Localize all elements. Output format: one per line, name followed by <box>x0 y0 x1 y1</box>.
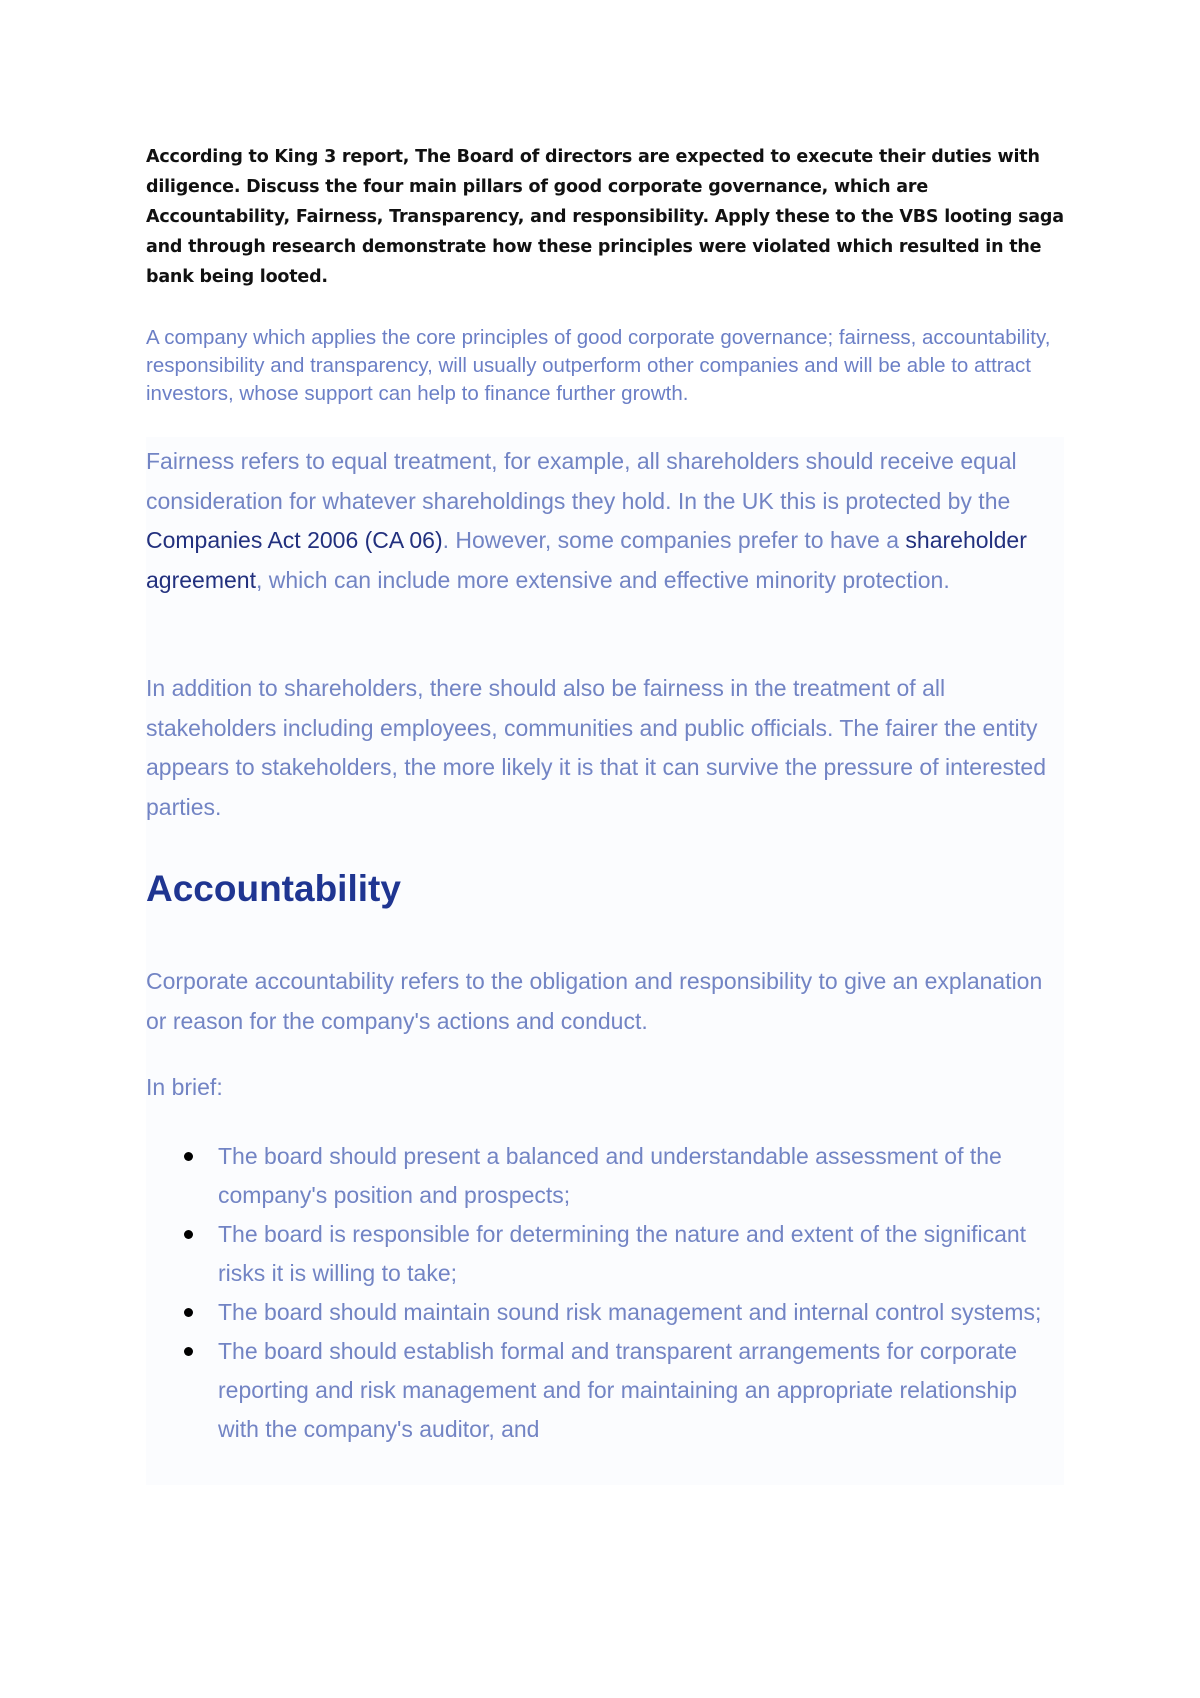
companies-act-link[interactable]: Companies Act 2006 (CA 06) <box>146 527 443 553</box>
bullet-icon <box>184 1230 193 1239</box>
accountability-bullet-list <box>146 1137 1064 1449</box>
list-item <box>146 1137 1064 1215</box>
accountability-heading: Accountability <box>146 868 401 909</box>
question-text: According to King 3 report, The Board of directors are expected to execute their duties with diligence. Discuss the four main pillars of good corporate governance, which are Accountability, Fairness, Transparency, and responsibility. Apply these to the VBS looting saga and through research demonstrate how these principles were violated which resulted in the bank being looted. <box>146 147 1064 287</box>
list-item-text: The board is responsible for determining the nature and extent of the significant risks it is willing to take; <box>218 1221 1027 1286</box>
accountability-paragraph: Corporate accountability refers to the obligation and responsibility to give an explanation or reason for the company's actions and conduct. <box>146 968 1043 1034</box>
stakeholder-fairness-paragraph: In addition to shareholders, there should also be fairness in the treatment of all stakeholders including employees, communities and public officials. The fairer the entity appears to stakeholders, the more likely it is that it can survive the pressure of interested parties. <box>146 675 1046 820</box>
list-item <box>146 1332 1064 1449</box>
bullet-icon <box>184 1347 193 1356</box>
bullet-icon <box>184 1308 193 1317</box>
fairness-text-3: , which can include more extensive and effective minority protection. <box>255 566 950 593</box>
fairness-text-2: . However, some companies prefer to have a <box>442 527 906 553</box>
list-item <box>146 1293 1064 1332</box>
fairness-paragraph <box>146 442 1064 600</box>
list-item-text: The board should present a balanced and understandable assessment of the company's position and prospects; <box>218 1143 1002 1208</box>
fairness-text-1: Fairness refers to equal treatment, for example, all shareholders should receive equal consideration for whatever shareholdings they hold. In the UK this is protected by the <box>146 448 1017 514</box>
bullet-icon <box>184 1152 193 1161</box>
in-brief-label: In brief: <box>146 1074 223 1100</box>
list-item-text: The board should establish formal and transparent arrangements for corporate reporting and risk management and for maintaining an appropriate relationship with the company's auditor, and <box>218 1338 1018 1442</box>
list-item <box>146 1215 1064 1293</box>
shareholder-agreement-link[interactable]: shareholder agreement <box>146 527 1027 593</box>
intro-paragraph: A company which applies the core principles of good corporate governance; fairness, accountability, responsibility and transparency, will usually outperform other companies and will be able to attract investors, whose support can help to finance further growth. <box>146 326 1051 405</box>
list-item-text: The board should maintain sound risk management and internal control systems; <box>218 1299 1042 1325</box>
